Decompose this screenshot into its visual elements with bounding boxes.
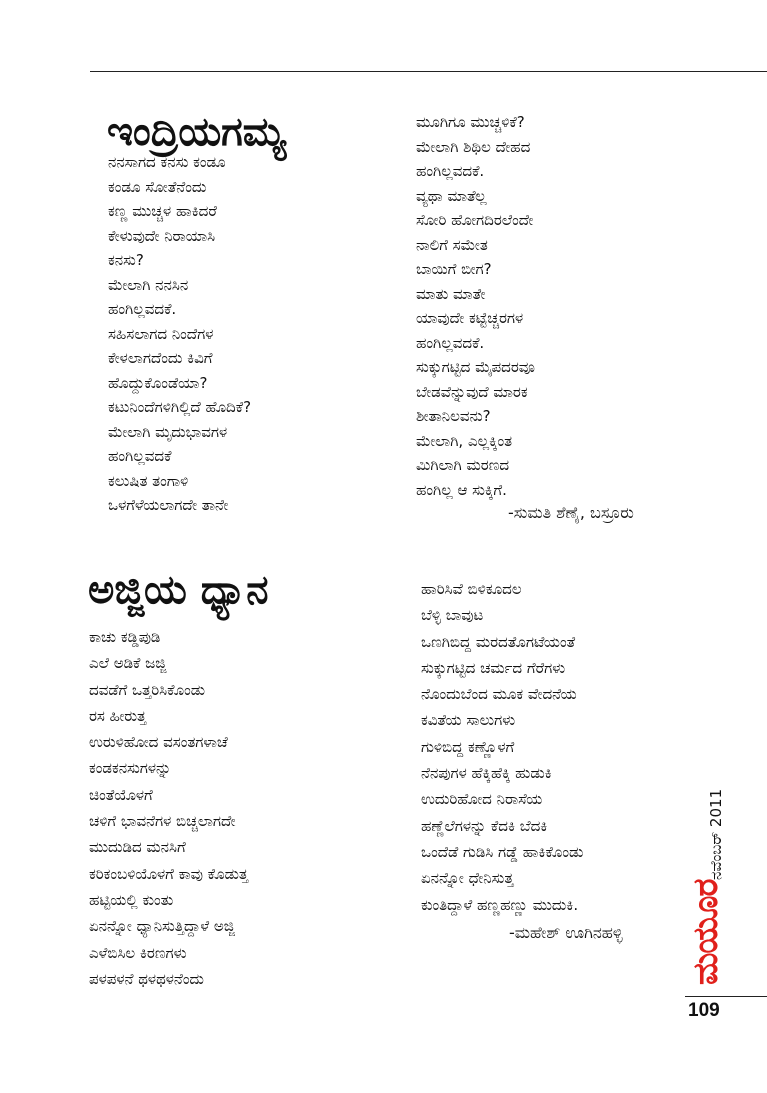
poem-line: ಏನನ್ನೋ ಧೇನಿಸುತ್ತ: [421, 869, 514, 888]
poem-line: ಸುಕ್ಕುಗಟ್ಟಿದ ಮೈಪದರವೂ: [416, 358, 535, 376]
poem-line: ಚಿಂತೆಯೊಳಗೆ: [89, 785, 153, 804]
poem-line: ಹಣ್ಣೆಲೆಗಳನ್ನು ಕೆದಕಿ ಬೆದಕಿ: [421, 816, 548, 835]
poem-line: ಗುಳಿಬಿದ್ದ ಕಣ್ಣೊಳಗೆ: [421, 737, 515, 756]
poem2-right-column: [421, 576, 583, 918]
poem-line: ಹಂಗಿಲ್ಲವದಕೆ.: [416, 333, 485, 352]
poem2-left-column: [89, 624, 248, 992]
poem-line: ಪಳಪಳನೆ ಥಳಥಳನೆಂದು: [89, 969, 204, 988]
poem-line: ರಸ ಹೀರುತ್ತ: [89, 706, 147, 725]
poem-line: ಕರಿಕಂಬಳಿಯೊಳಗೆ ಕಾವು ಕೊಡುತ್ತ: [89, 864, 249, 883]
poem-line: ಬೆಳ್ಳಿ ಬಾವುಟ: [421, 606, 484, 625]
poem-line: ಮೇಲಾಗಿ, ಎಲ್ಲಕ್ಕಿಂತ: [416, 431, 513, 450]
poem-line: ಸೋರಿ ಹೋಗದಿರಲೆಂದೇ: [416, 211, 534, 229]
poem-line: ಕಾಚು ಕಡ್ಡಿಪುಡಿ: [89, 628, 161, 646]
page-number-rule: [685, 996, 767, 997]
poem-line: ಮೇಲಾಗಿ ನನಸಿನ: [108, 275, 189, 294]
poem-line: ಮಾತು ಮಾತೇ: [416, 284, 486, 303]
poem-line: ಕಂಡೂ ಸೋತೆನೆಂದು: [108, 177, 207, 196]
poem-line: ಉದುರಿಹೋದ ನಿರಾಸೆಯ: [421, 790, 543, 809]
poem-line: ಸುಕ್ಕುಗಟ್ಟಿದ ಚರ್ಮದ ಗೆರೆಗಳು: [421, 658, 566, 677]
poem-line: ಮುದುಡಿದ ಮನಸಿಗೆ: [89, 838, 186, 857]
poem1-title: ಇಂದ್ರಿಯಗಮ್ಯ: [107, 109, 287, 155]
magazine-logo: ಮಯೂರ: [686, 879, 726, 985]
poem-line: ಎಳೆಬಿಸಿಲ ಕಿರಣಗಳು: [89, 943, 187, 962]
poem-line: ಹಟ್ಟಿಯಲ್ಲಿ ಕುಂತು: [89, 890, 174, 909]
poem-line: ಮೂಗಿಗೂ ಮುಚ್ಚಳಿಕೆ?: [416, 113, 525, 131]
poem-line: ಹಂಗಿಲ್ಲವದಕೆ.: [416, 162, 485, 180]
poem-line: ಕಣ್ಣ ಮುಚ್ಚಳ ಹಾಕಿದರೆ: [108, 202, 217, 220]
poem-line: ಕುಂತಿದ್ದಾಳೆ ಹಣ್ಣಹಣ್ಣು ಮುದುಕಿ.: [421, 895, 579, 914]
poem-line: ಹಾರಿಸಿವೆ ಬಿಳಿಕೂದಲ: [421, 580, 522, 598]
poem-line: ಒಣಗಿಬಿದ್ದ ಮರದತೊಗಟೆಯಂತೆ: [421, 632, 576, 651]
page-number: 109: [688, 1000, 720, 1021]
poem2-title: ಅಜ್ಜಿಯ ಧ್ಯಾನ: [88, 567, 269, 613]
poem-line: ಉರುಳಿಹೋದ ವಸಂತಗಳಾಚೆ: [89, 733, 228, 752]
poem-line: ಒಳಗೆಳೆಯಲಾಗದೇ ತಾನೇ: [108, 496, 229, 514]
poem1-author: -ಸುಮತಿ ಶೆಣೈ, ಬಸ್ರೂರು: [508, 503, 634, 522]
poem-line: ಕಲುಷಿತ ತಂಗಾಳಿ: [108, 471, 189, 490]
poem-line: ದವಡೆಗೆ ಒತ್ತರಿಸಿಕೊಂಡು: [89, 680, 206, 699]
poem-line: ಹಂಗಿಲ್ಲವದಕೆ: [108, 447, 172, 465]
poem-line: ಸಹಿಸಲಾಗದ ನಿಂದೆಗಳ: [108, 324, 214, 343]
poem-line: ಚಳಿಗೆ ಭಾವನೆಗಳ ಬಿಚ್ಚಲಾಗದೇ: [89, 812, 236, 831]
poem-line: ಯಾವುದೇ ಕಟ್ಟೆಚ್ಚರಗಳ: [416, 309, 524, 327]
poem-line: ಹಂಗಿಲ್ಲವದಕೆ.: [108, 300, 177, 318]
poem-line: ಕವಿತೆಯ ಸಾಲುಗಳು: [421, 711, 516, 730]
poem-line: ಶೀತಾನಿಲವನು?: [416, 407, 491, 425]
poem1-left-column: [108, 150, 251, 518]
poem-line: ಹಂಗಿಲ್ಲ ಆ ಸುಕ್ಕಿಗೆ.: [416, 480, 507, 499]
poem-line: ಹೊದ್ದುಕೊಂಡೆಯಾ?: [108, 373, 208, 392]
poem-line: ಬೇಡವೆನ್ನುವುದೆ ಮಾರಕ: [416, 382, 528, 401]
poem-line: ಮೇಲಾಗಿ ಶಿಥಿಲ ದೇಹದ: [416, 137, 531, 156]
poem-line: ಕೇಳಲಾಗದೆಂದು ಕಿವಿಗೆ: [108, 349, 213, 367]
poem-line: ನೊಂದುಬೆಂದ ಮೂಕ ವೇದನೆಯ: [421, 685, 577, 704]
poem-line: ಏನನ್ನೋ ಧ್ಯಾನಿಸುತ್ತಿದ್ದಾಳೆ ಅಜ್ಜಿ: [89, 917, 235, 936]
poem-line: ಮಿಗಿಲಾಗಿ ಮರಣದ: [416, 456, 510, 474]
poem2-author: -ಮಹೇಶ್ ಊಗಿನಹಳ್ಳಿ: [509, 923, 623, 942]
poem-line: ಕನಸು?: [108, 251, 144, 269]
poem-line: ಮೇಲಾಗಿ ಮೃದುಭಾವಗಳ: [108, 422, 228, 441]
poem-line: ವ್ಯಥಾ ಮಾತೆಲ್ಲ: [416, 186, 487, 205]
poem1-right-column: [416, 110, 535, 502]
top-rule: [90, 71, 767, 72]
poem-line: ಕಂಡಕನಸುಗಳನ್ನು: [89, 759, 172, 778]
issue-date: ನವೆಂಬರ್ 2011: [707, 788, 725, 880]
poem-line: ಬಾಯಿಗೆ ಬೀಗ?: [416, 260, 492, 278]
poem-line: ಎಲೆ ಅಡಿಕೆ ಜಜ್ಜಿ: [89, 654, 167, 673]
poem-line: ನನಸಾಗದ ಕನಸು ಕಂಡೂ: [108, 153, 226, 171]
poem-line: ನಾಲಿಗೆ ಸಮೇತ: [416, 235, 488, 254]
poem-line: ಕಟುನಿಂದೆಗಳಿಗಿಲ್ಲಿದೆ ಹೊದಿಕೆ?: [108, 398, 252, 416]
poem-line: ಒಂದೆಡೆ ಗುಡಿಸಿ ಗಡ್ಡೆ ಹಾಕಿಕೊಂಡು: [421, 842, 584, 861]
poem-line: ನೆನಪುಗಳ ಹೆಕ್ಕಿಹೆಕ್ಕಿ ಹುಡುಕಿ: [421, 764, 552, 783]
poem-line: ಕೇಳುವುದೇ ನಿರಾಯಾಸಿ: [108, 226, 216, 245]
